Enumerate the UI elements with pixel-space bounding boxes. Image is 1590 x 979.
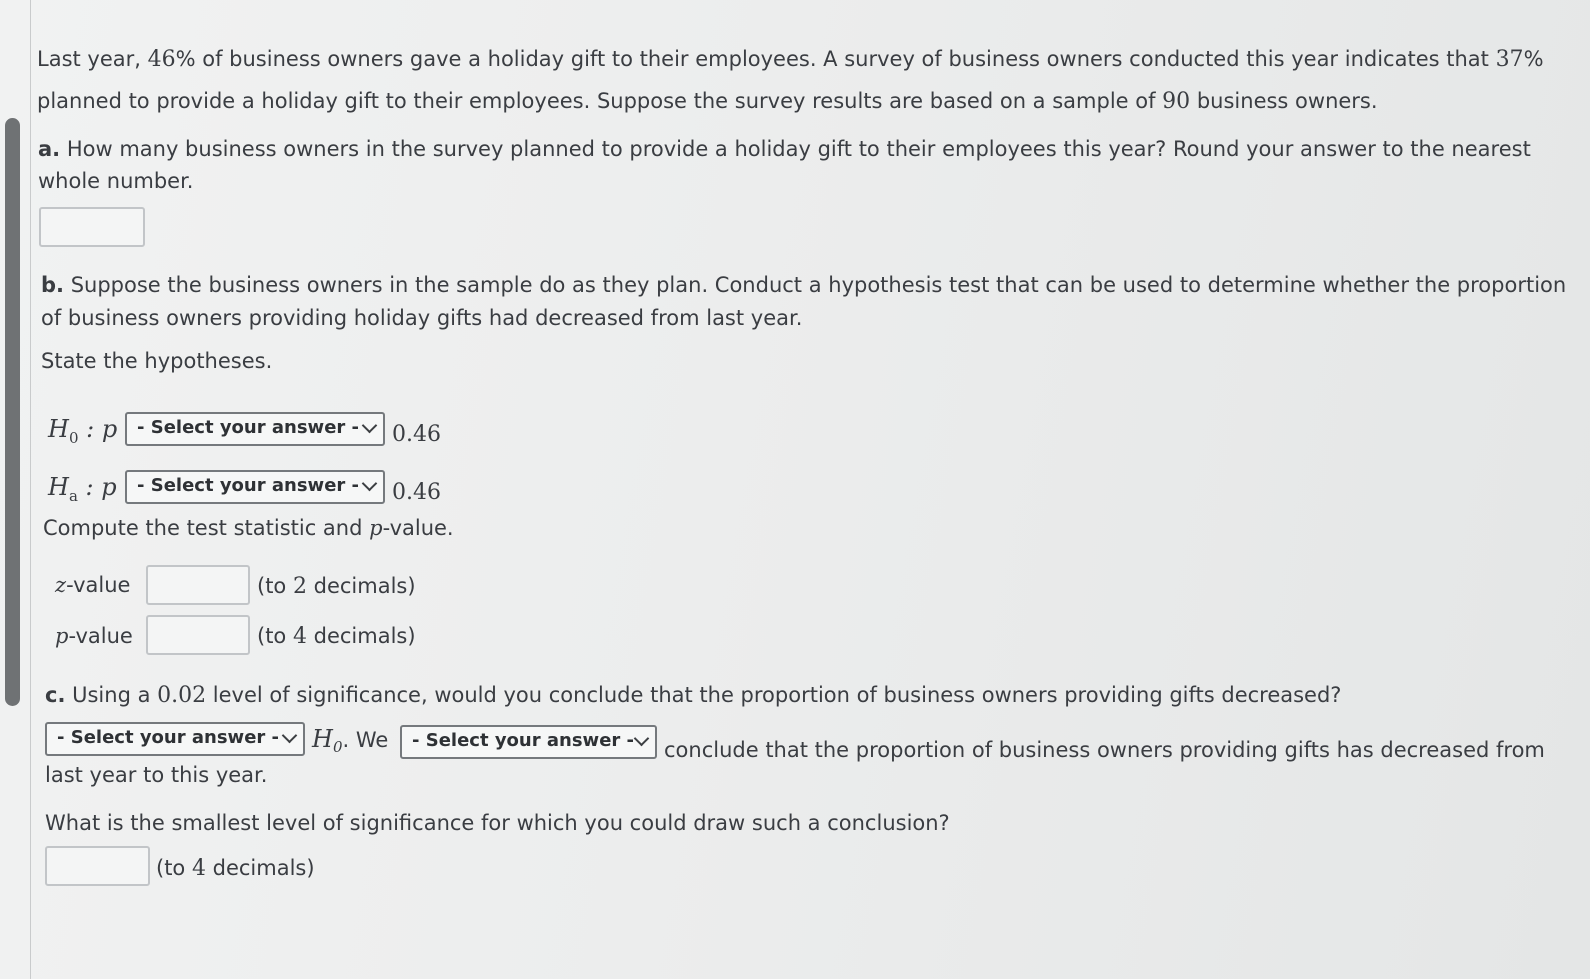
scrollbar[interactable] xyxy=(5,118,20,706)
part-c-question: c. Using a 0.02 level of significance, would you conclude that the proportion of business owners providing gifts decreased? xyxy=(45,683,1342,708)
chevron-down-icon xyxy=(362,418,378,434)
h0-we-label: $H_0$. We xyxy=(312,725,389,757)
z-value-label: z-value xyxy=(55,573,131,597)
left-divider xyxy=(30,0,31,979)
part-b-question-line-1: b. Suppose the business owners in the sample do as they plan. Conduct a hypothesis test that can be used to determine whether the proportion xyxy=(41,273,1567,297)
h0-label: $H_0$ : p xyxy=(48,415,118,447)
smallest-significance-question: What is the smallest level of significance for which you could draw such a conclusion? xyxy=(45,811,950,835)
chevron-down-icon xyxy=(282,728,298,744)
conclusion-line-1: conclude that the proportion of business owners providing gifts has decreased from xyxy=(664,738,1545,762)
conclusion-line-2: last year to this year. xyxy=(45,763,268,787)
p-value-hint: (to 4 decimals) xyxy=(257,624,416,649)
intro-line-2: planned to provide a holiday gift to their employees. Suppose the survey results are based on a sample of 90 business owners. xyxy=(37,89,1378,114)
h0-value: 0.46 xyxy=(392,422,441,447)
chevron-down-icon xyxy=(634,731,650,747)
intro-line-1: Last year, 46% of business owners gave a holiday gift to their employees. A survey of business owners conducted this year indicates that 37% xyxy=(37,47,1544,72)
part-a-question-line-2: whole number. xyxy=(38,169,194,193)
z-value-hint: (to 2 decimals) xyxy=(257,574,416,599)
smallest-significance-hint: (to 4 decimals) xyxy=(156,856,315,881)
reject-decision-select[interactable]: - Select your answer - xyxy=(45,722,305,756)
ha-operator-select[interactable]: - Select your answer - xyxy=(125,470,385,504)
part-b-question-line-2: of business owners providing holiday gifts had decreased from last year. xyxy=(41,306,803,330)
chevron-down-icon xyxy=(362,476,378,492)
part-a-question-line-1: a. How many business owners in the survey planned to provide a holiday gift to their employees this year? Round your answer to the nearest xyxy=(38,137,1531,161)
compute-label: Compute the test statistic and p-value. xyxy=(43,516,454,540)
smallest-significance-input[interactable] xyxy=(45,846,150,886)
state-hypotheses-label: State the hypotheses. xyxy=(41,349,273,373)
z-value-input[interactable] xyxy=(146,565,250,605)
ha-value: 0.46 xyxy=(392,480,441,505)
h0-operator-select[interactable]: - Select your answer - xyxy=(125,412,385,446)
ha-label: $H_a$ : p xyxy=(48,473,117,505)
conclusion-select[interactable]: - Select your answer - xyxy=(400,725,657,759)
p-value-input[interactable] xyxy=(146,615,250,655)
p-value-label: p-value xyxy=(55,624,133,648)
part-a-answer-input[interactable] xyxy=(39,207,145,247)
